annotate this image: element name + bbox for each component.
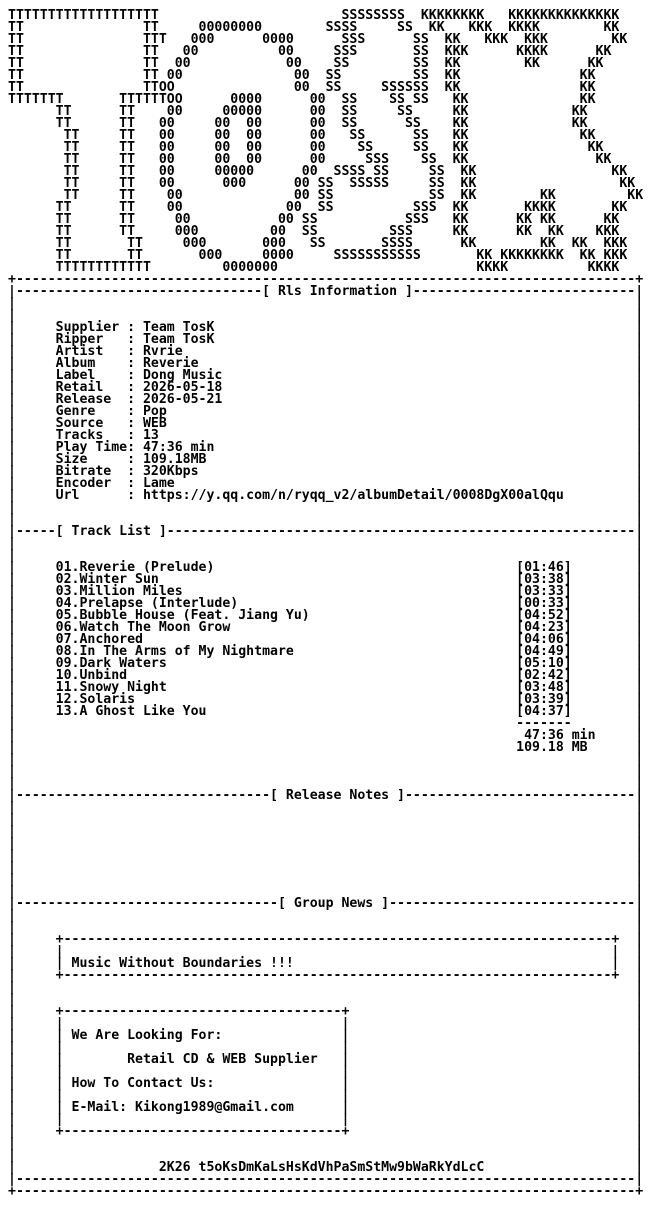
nfo-line: | | | | (8, 1040, 644, 1055)
nfo-line: | | (8, 884, 644, 899)
nfo-line: | 11.Snowy Night [03:48] | (8, 680, 644, 695)
nfo-line: TT TT 00 00 SS SS KK KK KK (8, 188, 644, 203)
nfo-line: | 13.A Ghost Like You [04:37] | (8, 704, 644, 719)
nfo-line: | 04.Prelapse (Interlude) [00:33] | (8, 596, 644, 611)
nfo-line: TT TT 00 00000 00 SS SS KK KK (8, 104, 588, 119)
nfo-line: | Source : WEB | (8, 416, 644, 431)
nfo-line: | 01.Reverie (Prelude) [01:46] | (8, 560, 644, 575)
nfo-line: | +-----------------------------------+ | (8, 1124, 644, 1139)
nfo-line: | Label : Dong Music | (8, 368, 644, 383)
nfo-line: TT TT 00 00 SS SS KK KK (8, 68, 596, 83)
nfo-line: TT TT 00 00 SS SSS KK KKKK KK (8, 200, 628, 215)
nfo-line: +------------------------------------------------------------------------------+ (8, 272, 644, 287)
nfo-line: | | (8, 824, 644, 839)
nfo-line: TT TT 00 00 00 00 SS SS KK KK (8, 128, 596, 143)
nfo-line: TT TT 00 00 SS SS KK KK KK (8, 56, 604, 71)
nfo-line: TT TT 000 00 SS SSS KK KK KK KKK (8, 224, 620, 239)
nfo-line: | | (8, 980, 644, 995)
nfo-line: | Tracks : 13 | (8, 428, 644, 443)
nfo-line: | 08.In The Arms of My Nightmare [04:49] | (8, 644, 644, 659)
nfo-line: |---------------------------------[ Group News ]-------------------------------| (8, 896, 644, 911)
nfo-line: | Album : Reverie | (8, 356, 644, 371)
nfo-line: |-----[ Track List ]-----------------------------------------------------------| (8, 524, 644, 539)
nfo-line: TT TT 00 000 00 SS SSSSS SS KK KK (8, 176, 636, 191)
nfo-line: TTTTTTTTTTTTTTTTTTT SSSSSSSS KKKKKKKK KKKKKKKKKKKKKK (8, 8, 620, 23)
nfo-line: | | (8, 800, 644, 815)
nfo-line: | | (8, 308, 644, 323)
nfo-line: | | | | (8, 944, 644, 959)
nfo-line: | | (8, 860, 644, 875)
nfo-line: | | | | (8, 1016, 644, 1031)
nfo-line: | 47:36 min | (8, 728, 644, 743)
nfo-line: | Ripper : Team TosK | (8, 332, 644, 347)
nfo-line: | Retail : 2026-05-18 | (8, 380, 644, 395)
nfo-line: | | Retail CD & WEB Supplier | | (8, 1052, 644, 1067)
nfo-line: TT TT 000 0000 SSSSSSSSSSS KK KKKKKKKK KK KKK (8, 248, 628, 263)
nfo-line: | | (8, 512, 644, 527)
nfo-line: | | How To Contact Us: | | (8, 1076, 644, 1091)
nfo-line: | 07.Anchored [04:06] | (8, 632, 644, 647)
nfo-line: | 03.Million Miles [03:33] | (8, 584, 644, 599)
nfo-line: | Supplier : Team TosK | (8, 320, 644, 335)
nfo-line: | +-----------------------------------+ | (8, 1004, 644, 1019)
nfo-line: TTTTTTT TTTTTTOO 0000 00 SS SS SS KK KK (8, 92, 596, 107)
nfo-line: TT TT 00 00 00 00 SS SS KK KK (8, 140, 604, 155)
nfo-line: | Bitrate : 320Kbps | (8, 464, 644, 479)
nfo-line: | 109.18 MB | (8, 740, 644, 755)
nfo-line: TT TT 00000000 SSSS SS KK KKK KKKK KK (8, 20, 620, 35)
nfo-line: | | (8, 500, 644, 515)
nfo-line: | Encoder : Lame | (8, 476, 644, 491)
nfo-line: TT TT 00 00 00 00 SS SS KK KK (8, 116, 588, 131)
nfo-line: | | (8, 752, 644, 767)
nfo-line: | | (8, 296, 644, 311)
nfo-line: | 12.Solaris [03:39] | (8, 692, 644, 707)
nfo-line: | | (8, 536, 644, 551)
nfo-line: | Play Time: 47:36 min | (8, 440, 644, 455)
nfo-line: | | | | (8, 1064, 644, 1079)
nfo-line: TT TTT 000 0000 SSS SS KK KKK KKK KK (8, 32, 628, 47)
nfo-line: TTTTTTTTTTTT 0000000 KKKK KKKK (8, 260, 620, 275)
nfo-line: | | (8, 836, 644, 851)
nfo-line: | ------- | (8, 716, 644, 731)
nfo-line: |------------------------------------------------------------------------------| (8, 1172, 644, 1187)
nfo-line: | 09.Dark Waters [05:10] | (8, 656, 644, 671)
nfo-line: | | (8, 920, 644, 935)
nfo-line: TT TT 00 00 SSS SS KKK KKKK KK (8, 44, 612, 59)
nfo-line: |--------------------------------[ Release Notes ]-----------------------------| (8, 788, 644, 803)
nfo-line: | Release : 2026-05-21 | (8, 392, 644, 407)
nfo-line: | | E-Mail: Kikong1989@Gmail.com | | (8, 1100, 644, 1115)
nfo-line: | | (8, 1148, 644, 1163)
nfo-line: TT TT 00 00 00 00 SSS SS KK KK (8, 152, 612, 167)
nfo-line: | | (8, 992, 644, 1007)
nfo-line: | 02.Winter Sun [03:38] | (8, 572, 644, 587)
nfo-line: | | (8, 812, 644, 827)
nfo-line: | 10.Unbind [02:42] | (8, 668, 644, 683)
nfo-line: | Url : https://y.qq.com/n/ryqq_v2/albumDetail/0008DgX00alQqu | (8, 488, 644, 503)
nfo-line: |-------------------------------[ Rls Information ]----------------------------| (8, 284, 644, 299)
nfo-line: | | | | (8, 1112, 644, 1127)
nfo-line: TT TTOO 00 SS SSSSSS KK KK (8, 80, 596, 95)
nfo-line: | Size : 109.18MB | (8, 452, 644, 467)
nfo-line: TT TT 00 00000 00 SSSS SS SS KK KK (8, 164, 628, 179)
nfo-line: TT TT 00 00 SS SSS KK KK KK KK (8, 212, 620, 227)
nfo-line: | | (8, 908, 644, 923)
nfo-line: | +---------------------------------------------------------------------+ | (8, 968, 644, 983)
nfo-line: +------------------------------------------------------------------------------+ (8, 1184, 644, 1199)
nfo-line: | Genre : Pop | (8, 404, 644, 419)
nfo-line: | 06.Watch The Moon Grow [04:23] | (8, 620, 644, 635)
nfo-line: TT TT 000 000 SS SSSS KK KK KK KKK (8, 236, 628, 251)
nfo-line: | | (8, 764, 644, 779)
nfo-line: | | Music Without Boundaries !!! | | (8, 956, 644, 971)
nfo-line: | | (8, 1136, 644, 1151)
nfo-line: | | (8, 548, 644, 563)
nfo-line: | 2K26 t5oKsDmKaLsHsKdVhPaSmStMw9bWaRkYdLcC | (8, 1160, 644, 1175)
nfo-line: | +---------------------------------------------------------------------+ | (8, 932, 644, 947)
nfo-line: | | We Are Looking For: | | (8, 1028, 644, 1043)
nfo-line: | | (8, 848, 644, 863)
nfo-line: | | (8, 776, 644, 791)
nfo-line: | | (8, 872, 644, 887)
nfo-line: | Artist : Rvrie | (8, 344, 644, 359)
nfo-line: | | | | (8, 1088, 644, 1103)
nfo-line: | 05.Bubble House (Feat. Jiang Yu) [04:52] | (8, 608, 644, 623)
